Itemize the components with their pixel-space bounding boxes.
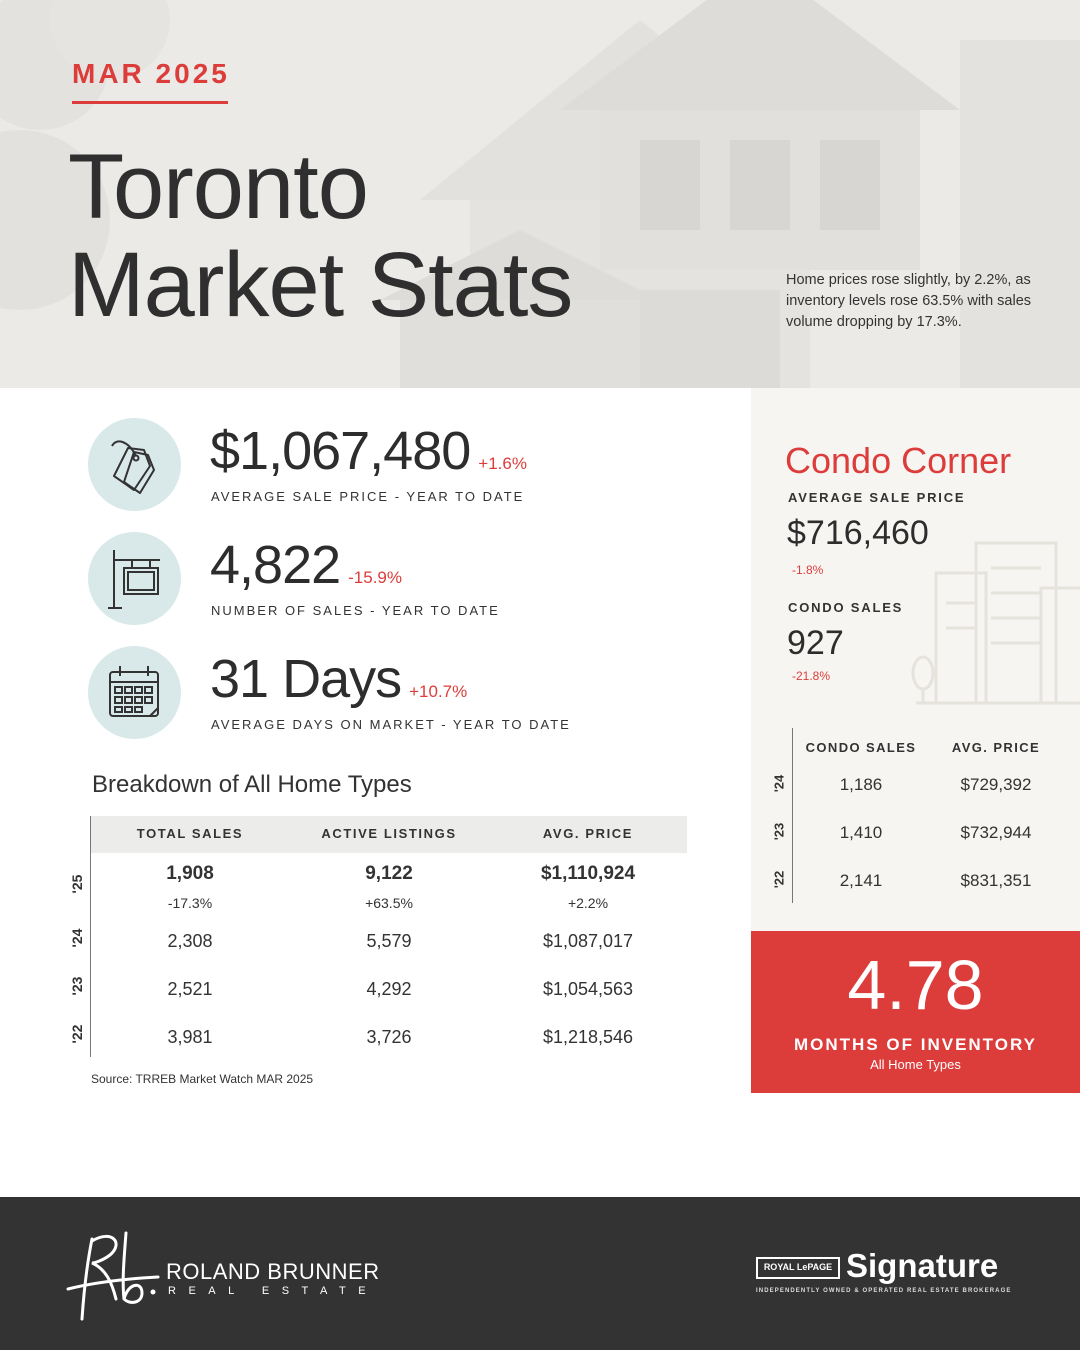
row-year: '23 bbox=[69, 976, 85, 996]
condo-column-header-price: AVG. PRICE bbox=[951, 740, 1041, 755]
brand-subtitle: REAL ESTATE bbox=[168, 1285, 379, 1297]
stat-change: +10.7% bbox=[409, 682, 468, 701]
table-cell-total-sales: 1,908 bbox=[166, 863, 214, 884]
table-cell-active-listings: 5,579 bbox=[366, 931, 412, 951]
condo-corner-title: Condo Corner bbox=[785, 440, 1012, 481]
months-of-inventory-card bbox=[751, 931, 1080, 1093]
source-note: Source: TRREB Market Watch MAR 2025 bbox=[91, 1072, 314, 1086]
condo-table-cell-price: $732,944 bbox=[960, 823, 1032, 842]
condo-table-cell-price: $729,392 bbox=[960, 775, 1032, 794]
table-cell-avg-price: $1,110,924 bbox=[540, 863, 636, 884]
table-cell-change: -17.3% bbox=[167, 895, 213, 911]
inventory-value: 4.78 bbox=[847, 946, 984, 1024]
table-cell-change: +63.5% bbox=[365, 895, 413, 911]
for-sale-sign-icon bbox=[88, 532, 181, 625]
inventory-label: MONTHS OF INVENTORY bbox=[794, 1035, 1037, 1054]
column-header-active-listings: ACTIVE LISTINGS bbox=[321, 826, 457, 841]
page-title bbox=[68, 138, 572, 334]
stat-average-sale-price bbox=[88, 418, 708, 518]
stat-label: AVERAGE DAYS ON MARKET - YEAR TO DATE bbox=[211, 717, 571, 732]
rb-signature-logo bbox=[62, 1219, 162, 1329]
title-line-2: Market Stats bbox=[68, 234, 573, 336]
royal-lepage-text: ROYAL LePAGE bbox=[763, 1262, 833, 1272]
row-year: '25 bbox=[69, 874, 85, 894]
condo-table-cell-sales: 1,186 bbox=[839, 775, 883, 794]
breakdown-table-header bbox=[91, 816, 687, 853]
calendar-icon bbox=[88, 646, 181, 739]
inventory-sublabel: All Home Types bbox=[870, 1057, 961, 1072]
row-year: '22 bbox=[69, 1024, 85, 1044]
stat-change: +1.6% bbox=[478, 454, 527, 473]
condo-sales-value: 927 bbox=[787, 624, 844, 662]
condo-corner-panel bbox=[751, 388, 1080, 931]
month-underline bbox=[72, 101, 228, 104]
brokerage-tagline: INDEPENDENTLY OWNED & OPERATED REAL ESTATE BROKERAGE bbox=[756, 1288, 1012, 1294]
condo-row-year: '23 bbox=[771, 822, 787, 841]
brokerage-name: Signature bbox=[846, 1247, 999, 1284]
table-cell-total-sales: 2,521 bbox=[167, 979, 213, 999]
column-header-total-sales: TOTAL SALES bbox=[136, 826, 244, 841]
table-cell-total-sales: 3,981 bbox=[167, 1027, 213, 1047]
hero-banner bbox=[0, 0, 1080, 388]
table-cell-avg-price: $1,054,563 bbox=[542, 979, 634, 999]
condo-sales-label: CONDO SALES bbox=[788, 600, 904, 615]
table-cell-change: +2.2% bbox=[567, 895, 609, 911]
condo-sales-change: -21.8% bbox=[792, 669, 831, 683]
stat-number-of-sales bbox=[88, 532, 708, 632]
table-cell-total-sales: 2,308 bbox=[167, 931, 213, 951]
stat-value: 4,822 -15.9% bbox=[210, 535, 403, 595]
breakdown-title: Breakdown of All Home Types bbox=[92, 771, 412, 798]
report-month: MAR 2025 bbox=[72, 58, 230, 89]
table-cell-active-listings: 4,292 bbox=[366, 979, 412, 999]
condo-table-cell-sales: 1,410 bbox=[839, 823, 883, 842]
condo-table-cell-sales: 2,141 bbox=[839, 871, 883, 890]
condo-avg-price-value: $716,460 bbox=[787, 514, 929, 552]
royal-lepage-logo bbox=[756, 1257, 840, 1279]
stat-change: -15.9% bbox=[348, 568, 403, 587]
condo-row-year: '24 bbox=[771, 774, 787, 793]
condo-row-year: '22 bbox=[771, 870, 787, 889]
column-header-avg-price: AVG. PRICE bbox=[542, 826, 634, 841]
condo-avg-price-label: AVERAGE SALE PRICE bbox=[788, 490, 966, 505]
footer bbox=[0, 1197, 1080, 1350]
table-cell-active-listings: 9,122 bbox=[365, 863, 413, 884]
table-cell-avg-price: $1,087,017 bbox=[542, 931, 634, 951]
table-cell-active-listings: 3,726 bbox=[366, 1027, 412, 1047]
row-year: '24 bbox=[69, 928, 85, 948]
condo-avg-price-change: -1.8% bbox=[792, 563, 824, 577]
condo-column-header-sales: CONDO SALES bbox=[805, 740, 917, 755]
stat-value: $1,067,480 +1.6% bbox=[210, 421, 527, 481]
stat-days-on-market bbox=[88, 646, 708, 746]
stat-label: AVERAGE SALE PRICE - YEAR TO DATE bbox=[211, 489, 525, 504]
price-tag-icon bbox=[88, 418, 181, 511]
title-line-1: Toronto bbox=[68, 136, 368, 238]
stat-value: 31 Days +10.7% bbox=[210, 649, 468, 709]
condo-table-cell-price: $831,351 bbox=[960, 871, 1032, 890]
stat-label: NUMBER OF SALES - YEAR TO DATE bbox=[211, 603, 500, 618]
table-cell-avg-price: $1,218,546 bbox=[542, 1027, 634, 1047]
market-summary: Home prices rose slightly, by 2.2%, as inventory levels rose 63.5% with sales volume dropping by 17.3%. bbox=[786, 272, 1032, 330]
brand-name: ROLAND BRUNNER bbox=[166, 1259, 380, 1284]
